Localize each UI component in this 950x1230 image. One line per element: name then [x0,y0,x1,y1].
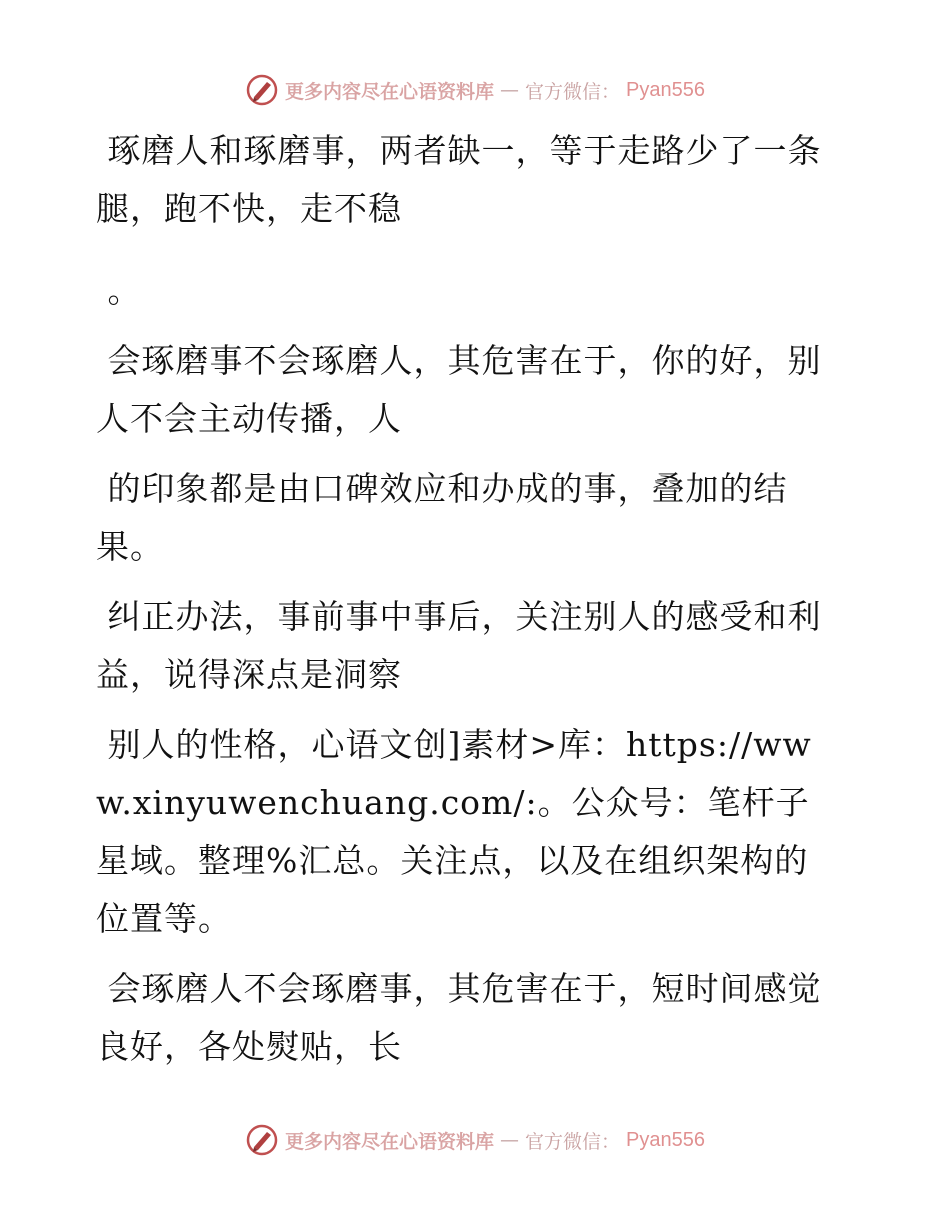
banner-wechat-id: Pyan556 [626,1128,705,1151]
document-body [96,122,836,1076]
spacer [96,320,836,332]
spacer [96,704,836,716]
banner-title: 更多内容尽在心语资料库 [285,1130,495,1153]
spacer [96,448,836,460]
banner-title: 更多内容尽在心语资料库 [285,80,495,103]
header-banner [0,70,950,110]
banner-content [245,1123,705,1157]
paragraph-3: 会琢磨事不会琢磨人，其危害在于，你的好，别人不会主动传播，人 [96,341,822,438]
paragraph-2: 。 [96,271,142,310]
banner-wechat-label: 官方微信： [525,80,621,103]
paragraph-4: 的印象都是由口碑效应和办成的事，叠加的结果。 [96,469,788,566]
paragraph-7: 会琢磨人不会琢磨事，其危害在于，短时间感觉良好，各处熨贴，长 [96,969,822,1066]
spacer [96,238,836,262]
pen-logo-icon [245,1123,279,1157]
paragraph-6: 别人的性格，心语文创]素材>库：https://www.xinyuwenchuang.com/:。公众号：笔杆子星域。整理%汇总。关注点，以及在组织架构的位置等。 [96,725,812,938]
pen-logo-icon [245,73,279,107]
footer-banner [0,1120,950,1160]
banner-separator: — [500,1129,520,1151]
paragraph-5: 纠正办法，事前事中事后，关注别人的感受和利益，说得深点是洞察 [96,597,822,694]
banner-wechat-id: Pyan556 [626,78,705,101]
banner-wechat-label: 官方微信： [525,1130,621,1153]
spacer [96,576,836,588]
banner-separator: — [500,79,520,101]
paragraph-1: 琢磨人和琢磨事，两者缺一，等于走路少了一条腿，跑不快，走不稳 [96,131,822,228]
spacer [96,948,836,960]
banner-content [245,73,705,107]
